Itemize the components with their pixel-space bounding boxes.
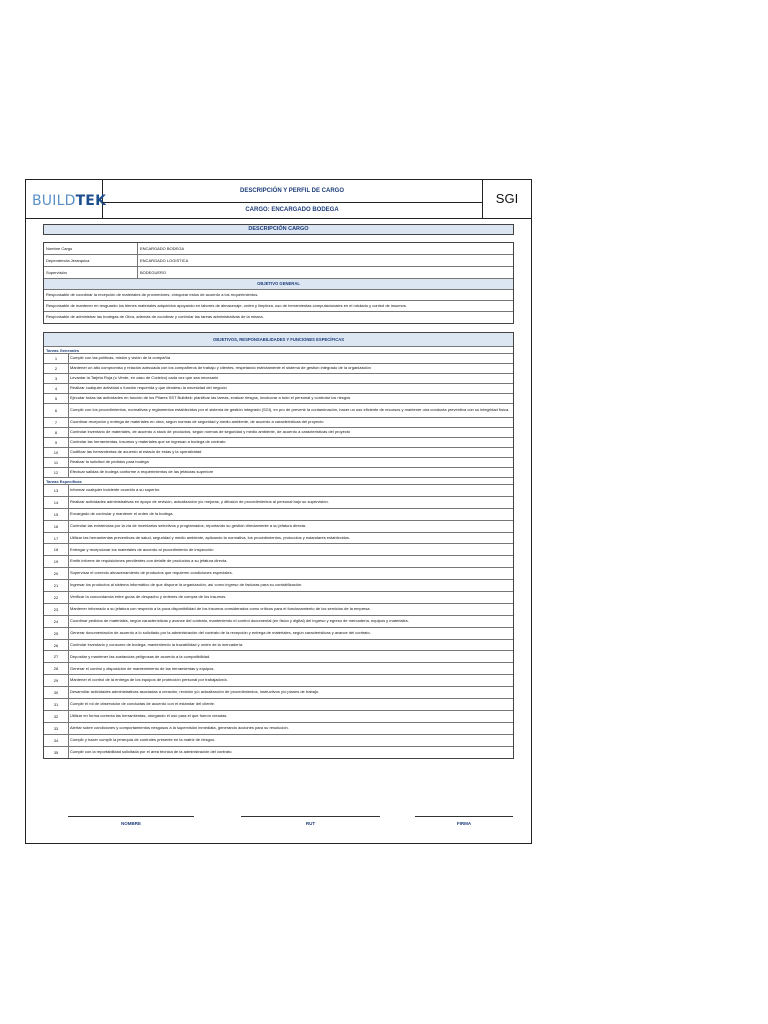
task-text: Verificar la concordancia entre guías de despacho y órdenes de compra de los insumos. bbox=[70, 594, 227, 600]
sign-label: FIRMA bbox=[456, 821, 472, 826]
field-label: Supervisión bbox=[44, 267, 138, 278]
task-text: Encargado de controlar y mantener el orden de la bodega bbox=[70, 510, 173, 516]
tasks-title: OBJETIVOS, RESPONSABILIDADES Y FUNCIONES ESPECÍFICAS bbox=[44, 333, 513, 347]
section-title: DESCRIPCIÓN CARGO bbox=[43, 224, 514, 235]
task-text: Entregar y recepcionar los materiales de acuerdo al procedimiento de inspección bbox=[70, 546, 214, 552]
task-row bbox=[44, 404, 513, 418]
field-row bbox=[44, 267, 513, 279]
objective-title: OBJETIVO GENERAL bbox=[44, 279, 513, 290]
task-row bbox=[44, 723, 513, 735]
task-row bbox=[44, 364, 513, 374]
task-text: Utilizar en forma correcta las herramientas, otorgando el uso para el que fueron creadas. bbox=[70, 713, 228, 719]
task-text: Ingresar los productos al sistema informático de que dispone la organización, así como ingreso de facturas para su contabilización. bbox=[70, 582, 303, 588]
task-text: Codificar las herramientas de acuerdo al estado de estas y la operatividad bbox=[70, 449, 202, 455]
task-row bbox=[44, 521, 513, 533]
task-text: Levantar la Tarjeta Roja (o Verde, en caso de Codelco) cada vez que sea necesario bbox=[70, 375, 219, 381]
task-text: Mantener el control de la entrega de los equipos de protección personal por trabajador/a. bbox=[70, 677, 228, 683]
task-row bbox=[44, 651, 513, 663]
task-text: Realizar cualquier actividad o función requerida y que dendesu la necesidad del negocio bbox=[70, 385, 227, 391]
task-number: 6 bbox=[44, 404, 69, 417]
task-row bbox=[44, 711, 513, 723]
job-description-document bbox=[25, 179, 532, 844]
task-text: Efectuar salidas de bodega conforme a requerimientos de las jefaturas superiore bbox=[70, 469, 214, 475]
task-row bbox=[44, 747, 513, 759]
task-text: Informar cualquier incidente ocurrido a su superior. bbox=[70, 487, 161, 493]
task-number: 13 bbox=[44, 485, 69, 496]
task-text: Coordinar recepción y entrega de materiales en obra, según normas de seguridad y medio ambiente, de acuerdo a características del proyecto bbox=[70, 419, 324, 425]
task-text: Controlar inventario de materiales, de acuerdo a stock de productos, según normas de seguridad y medio ambiente, de acuerdo a características del proyecto bbox=[70, 429, 351, 435]
task-text: Realizar la solicitud de pedidos para bodega bbox=[70, 459, 149, 465]
system-label: SGI bbox=[495, 191, 519, 206]
task-row bbox=[44, 509, 513, 521]
task-row bbox=[44, 374, 513, 384]
name-label: NOMBRE bbox=[121, 821, 141, 826]
task-row bbox=[44, 699, 513, 711]
document-title: DESCRIPCIÓN Y PERFIL DE CARGO bbox=[102, 180, 482, 203]
task-row bbox=[44, 384, 513, 394]
document-subtitle: CARGO: ENCARGADO BODEGA bbox=[245, 207, 339, 213]
task-row bbox=[44, 418, 513, 428]
task-row bbox=[44, 628, 513, 640]
task-number: 8 bbox=[44, 428, 69, 437]
task-text: Utilizar las herramientas preventivas de salud, seguridad y medio ambiente, aplicando la normativa, los procedimientos, protocolos y estandares establecidos. bbox=[70, 534, 351, 540]
task-text: Coordinar pedidos de materiales, según características y avance del contrato, manteniendo el control documental (en físico y digital) del ingreso y egreso de mercadería, equipos y materiales. bbox=[70, 617, 409, 623]
task-text: Generar documentación de acuerdo a lo solicitado por la administración del contrato de la recepción y entrega de materiales, según características y avance del contrato. bbox=[70, 629, 371, 635]
task-number: 24 bbox=[44, 616, 69, 627]
task-row bbox=[44, 428, 513, 438]
objective-line: Responsable de administrar las bodegas de Obra, además de coordinar y controlar las tareas administrativas de la misma. bbox=[46, 314, 264, 319]
task-number: 9 bbox=[44, 438, 69, 447]
task-number: 31 bbox=[44, 699, 69, 710]
task-number: 16 bbox=[44, 521, 69, 532]
task-number: 28 bbox=[44, 663, 69, 674]
task-text: Mantener informado a su jefatura con respecto a la poca disponibilidad de los insumos considerados como críticos para el funcionamiento de los servicios de la empresa. bbox=[70, 606, 371, 612]
task-text: Mantener un alto compromiso y relación adecuada con los compañeros de trabajo y clientes, respetando estrictamente el sistema de gestion integrado de la organización bbox=[70, 365, 371, 371]
task-row bbox=[44, 354, 513, 364]
task-row bbox=[44, 458, 513, 468]
task-text: Generar el control y disposición de mantenimiento de las herramientas y equipos. bbox=[70, 665, 215, 671]
field-label: Dependencia Jerarquica bbox=[44, 255, 138, 266]
task-row bbox=[44, 544, 513, 556]
document-header bbox=[26, 180, 531, 219]
task-text: Cumplir con las políticas, misión y visión de la compañía bbox=[70, 355, 171, 361]
field-value: ENCARGADO LOGISTICA bbox=[140, 258, 189, 263]
task-number: 30 bbox=[44, 687, 69, 698]
task-number: 4 bbox=[44, 384, 69, 393]
task-text: Controlar inventario y consumo de bodega, manteniendo la trazabilidad y orden de la mercadería. bbox=[70, 641, 244, 647]
task-text: Supervisar el correcto almacenamiento de productos que requieren condiciones especiales. bbox=[70, 570, 233, 576]
task-number: 21 bbox=[44, 580, 69, 591]
rut-label: RUT bbox=[305, 821, 316, 826]
task-text: Depositar y mantener las sustancias peligrosas de acuerdo a la compatibilidad. bbox=[70, 653, 211, 659]
task-number: 10 bbox=[44, 448, 69, 457]
task-number: 35 bbox=[44, 747, 69, 759]
task-number: 18 bbox=[44, 544, 69, 555]
field-row bbox=[44, 243, 513, 255]
task-number: 20 bbox=[44, 568, 69, 579]
task-text: Realizar actividades administrativas en apoyo de revisión, actualización y/o mejoras, y difusión de procedimientos al personal bajo su supervisión. bbox=[70, 499, 329, 505]
task-number: 12 bbox=[44, 468, 69, 477]
task-text: Controlar las existencias por la vía de inventarios selectivos y programados, reportando su gestión directamente a su jefatura directa. bbox=[70, 522, 307, 528]
task-number: 17 bbox=[44, 533, 69, 544]
task-row bbox=[44, 640, 513, 652]
field-value: ENCARGADO BODEGA bbox=[140, 246, 185, 251]
task-number: 29 bbox=[44, 675, 69, 686]
task-number: 34 bbox=[44, 735, 69, 746]
task-text: Desarrollar actividades administrativas asociadas a creación, revisión y/o actualización de procedimientos, instructivos y/o planes de trabajo. bbox=[70, 689, 320, 695]
field-row bbox=[44, 255, 513, 267]
task-row bbox=[44, 394, 513, 404]
task-number: 15 bbox=[44, 509, 69, 520]
task-text: Emitir informe de requisiciones pendientes con detalle de productos a su jefatura directa. bbox=[70, 558, 228, 564]
field-label: Nombre Cargo bbox=[44, 243, 138, 254]
task-row bbox=[44, 497, 513, 509]
task-number: 23 bbox=[44, 604, 69, 615]
task-number: 1 bbox=[44, 354, 69, 363]
task-row bbox=[44, 438, 513, 448]
task-text: Ejecutar todas las actividades en función de los Pilares SST Buildtek: planificar las tareas, evaluar riesgos, involucrar a todo el personal y controlar los riesgos bbox=[70, 395, 351, 401]
task-row bbox=[44, 604, 513, 616]
task-row bbox=[44, 533, 513, 545]
objective-line: Responsable de coordinar la recepción de materiales de proveedores, chequear estos de acuerdo a los requerimientos. bbox=[44, 290, 513, 301]
task-number: 25 bbox=[44, 628, 69, 639]
task-section-label: Tareas Específicas bbox=[44, 478, 513, 485]
objective-line: Responsable de mantener en resguardo los bienes materiales adquiridos apoyando en labores de almacenaje, orden y limpieza, uso de herramientas computacionales en el rotulado y control de insumos. bbox=[44, 301, 513, 312]
task-row bbox=[44, 568, 513, 580]
task-text: Alertar sobre condiciones y comportamientos riesgosos a la supervisión inmediata, generando acciones para su resolución. bbox=[70, 724, 289, 730]
sign-signature-line bbox=[415, 816, 513, 817]
task-section-label: Tareas Generales bbox=[44, 347, 513, 354]
task-number: 26 bbox=[44, 640, 69, 651]
task-row bbox=[44, 556, 513, 568]
task-row bbox=[44, 448, 513, 458]
task-row bbox=[44, 485, 513, 497]
rut-signature-line bbox=[241, 816, 380, 817]
name-signature-line bbox=[68, 816, 194, 817]
logo-cell bbox=[26, 180, 107, 218]
tasks-table bbox=[43, 332, 514, 759]
task-row bbox=[44, 468, 513, 478]
task-row bbox=[44, 663, 513, 675]
task-number: 22 bbox=[44, 592, 69, 603]
task-text: Cumplir con la reportabilidad solicitada por el área técnica de la administración del contrato. bbox=[70, 749, 233, 755]
task-number: 5 bbox=[44, 394, 69, 403]
task-row bbox=[44, 580, 513, 592]
company-logo: BUILDTEK bbox=[32, 193, 107, 209]
task-text: Cumplir el rol de observador de conductas de acuerdo con el estándar del cliente. bbox=[70, 701, 215, 707]
field-value: BODEGUERO bbox=[140, 270, 167, 275]
title-cell bbox=[102, 180, 483, 218]
task-text: Cumplir y hacer cumplir la jerarquía de controles presente en la matriz de riesgos. bbox=[70, 736, 216, 742]
task-row bbox=[44, 675, 513, 687]
task-row bbox=[44, 687, 513, 699]
task-text: Cumplir con los procedimientos, normativas y reglamentos establecidos por el sistema de gestión integrado (SGI), en pro de prevenir la contaminación, hacer un uso eficiente de recursos y mantener una conducta preventiva con su integridad física. bbox=[70, 407, 510, 413]
task-number: 32 bbox=[44, 711, 69, 722]
task-number: 3 bbox=[44, 374, 69, 383]
task-number: 7 bbox=[44, 418, 69, 427]
task-row bbox=[44, 735, 513, 747]
task-number: 19 bbox=[44, 556, 69, 567]
task-number: 33 bbox=[44, 723, 69, 734]
task-number: 14 bbox=[44, 497, 69, 508]
info-table bbox=[43, 242, 514, 324]
task-text: Controlar las herramientas, insumos y materiales que se ingresan a bodega de contrato bbox=[70, 439, 226, 445]
task-number: 2 bbox=[44, 364, 69, 373]
task-row bbox=[44, 592, 513, 604]
task-number: 27 bbox=[44, 651, 69, 662]
task-row bbox=[44, 616, 513, 628]
task-number: 11 bbox=[44, 458, 69, 467]
